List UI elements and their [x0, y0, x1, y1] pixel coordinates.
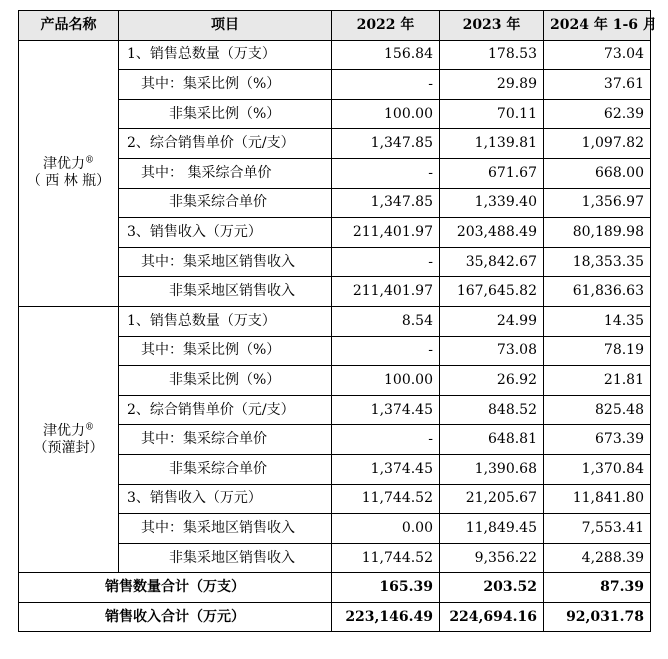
value-2024h1: 11,841.80 [544, 484, 651, 514]
value-2024h1: 37.61 [544, 70, 651, 100]
value-2023: 671.67 [440, 158, 544, 188]
total-2024h1: 92,031.78 [544, 602, 651, 632]
value-2023: 24.99 [440, 306, 544, 336]
value-2022: 211,401.97 [332, 218, 440, 248]
value-2024h1: 673.39 [544, 425, 651, 455]
item-label: 其中：集采比例（%） [119, 336, 332, 366]
value-2024h1: 78.19 [544, 336, 651, 366]
value-2023: 21,205.67 [440, 484, 544, 514]
value-2024h1: 1,356.97 [544, 188, 651, 218]
total-row [19, 602, 651, 632]
value-2022: - [332, 425, 440, 455]
item-label: 1、销售总数量（万支） [119, 306, 332, 336]
total-2024h1: 87.39 [544, 573, 651, 603]
value-2023: 11,849.45 [440, 514, 544, 544]
value-2023: 35,842.67 [440, 247, 544, 277]
value-2022: 11,744.52 [332, 484, 440, 514]
value-2023: 29.89 [440, 70, 544, 100]
value-2023: 1,139.81 [440, 129, 544, 159]
value-2024h1: 62.39 [544, 99, 651, 129]
header-2022: 2022 年 [332, 11, 440, 41]
value-2022: 1,347.85 [332, 129, 440, 159]
value-2024h1: 1,370.84 [544, 454, 651, 484]
value-2022: 11,744.52 [332, 543, 440, 573]
header-2023: 2023 年 [440, 11, 544, 41]
item-label: 其中：集采地区销售收入 [119, 514, 332, 544]
item-label: 1、销售总数量（万支） [119, 40, 332, 70]
item-label: 其中：集采比例（%） [119, 70, 332, 100]
value-2023: 70.11 [440, 99, 544, 129]
value-2023: 26.92 [440, 366, 544, 396]
value-2023: 848.52 [440, 395, 544, 425]
value-2022: 8.54 [332, 306, 440, 336]
table-header [19, 11, 657, 41]
total-label: 销售数量合计（万支） [19, 573, 332, 603]
value-2024h1: 18,353.35 [544, 247, 651, 277]
value-2022: - [332, 336, 440, 366]
value-2022: 211,401.97 [332, 277, 440, 307]
item-label: 非集采综合单价 [119, 188, 332, 218]
value-2022: 156.84 [332, 40, 440, 70]
total-2023: 224,694.16 [440, 602, 544, 632]
header-row [19, 11, 651, 41]
value-2024h1: 668.00 [544, 158, 651, 188]
header-2024h1: 2024 年 1-6 月 [544, 11, 651, 41]
value-2022: 100.00 [332, 99, 440, 129]
value-2023: 1,339.40 [440, 188, 544, 218]
value-2024h1: 4,288.39 [544, 543, 651, 573]
value-2024h1: 61,836.63 [544, 277, 651, 307]
value-2024h1: 80,189.98 [544, 218, 651, 248]
value-2024h1: 825.48 [544, 395, 651, 425]
item-label: 其中：集采综合单价 [119, 425, 332, 455]
item-label: 非集采地区销售收入 [119, 543, 332, 573]
item-label: 非集采地区销售收入 [119, 277, 332, 307]
table-row [19, 40, 651, 70]
total-2022: 165.39 [332, 573, 440, 603]
value-2022: 0.00 [332, 514, 440, 544]
registered-mark: ® [85, 155, 94, 166]
value-2022: - [332, 70, 440, 100]
product-spec: （ 西 林 瓶） [26, 173, 111, 190]
item-label: 非集采综合单价 [119, 454, 332, 484]
table-row [19, 306, 651, 336]
item-label: 2、综合销售单价（元/支） [119, 129, 332, 159]
value-2024h1: 21.81 [544, 366, 651, 396]
value-2022: 100.00 [332, 366, 440, 396]
value-2022: - [332, 158, 440, 188]
sales-table [18, 10, 657, 632]
total-label: 销售收入合计（万元） [19, 602, 332, 632]
item-label: 2、综合销售单价（元/支） [119, 395, 332, 425]
value-2022: 1,347.85 [332, 188, 440, 218]
header-product: 产品名称 [19, 11, 119, 41]
value-2022: 1,374.45 [332, 454, 440, 484]
product-name-cell [19, 306, 119, 572]
total-row [19, 573, 651, 603]
sales-table-container [18, 10, 657, 632]
item-label: 非集采比例（%） [119, 366, 332, 396]
value-2023: 1,390.68 [440, 454, 544, 484]
table-body [19, 40, 651, 632]
value-2023: 648.81 [440, 425, 544, 455]
value-2023: 167,645.82 [440, 277, 544, 307]
value-2023: 178.53 [440, 40, 544, 70]
item-label: 非集采比例（%） [119, 99, 332, 129]
product-name: 津优力 [43, 422, 85, 439]
total-2022: 223,146.49 [332, 602, 440, 632]
value-2024h1: 1,097.82 [544, 129, 651, 159]
product-name: 津优力 [43, 156, 85, 173]
total-2023: 203.52 [440, 573, 544, 603]
item-label: 3、销售收入（万元） [119, 484, 332, 514]
header-item: 项目 [119, 11, 332, 41]
value-2024h1: 73.04 [544, 40, 651, 70]
value-2023: 203,488.49 [440, 218, 544, 248]
product-name-cell [19, 40, 119, 306]
value-2022: 1,374.45 [332, 395, 440, 425]
value-2024h1: 14.35 [544, 306, 651, 336]
item-label: 3、销售收入（万元） [119, 218, 332, 248]
value-2022: - [332, 247, 440, 277]
value-2023: 9,356.22 [440, 543, 544, 573]
item-label: 其中：集采地区销售收入 [119, 247, 332, 277]
value-2023: 73.08 [440, 336, 544, 366]
product-spec: （预灌封） [33, 439, 104, 456]
registered-mark: ® [85, 422, 94, 433]
item-label: 其中： 集采综合单价 [119, 158, 332, 188]
value-2024h1: 7,553.41 [544, 514, 651, 544]
